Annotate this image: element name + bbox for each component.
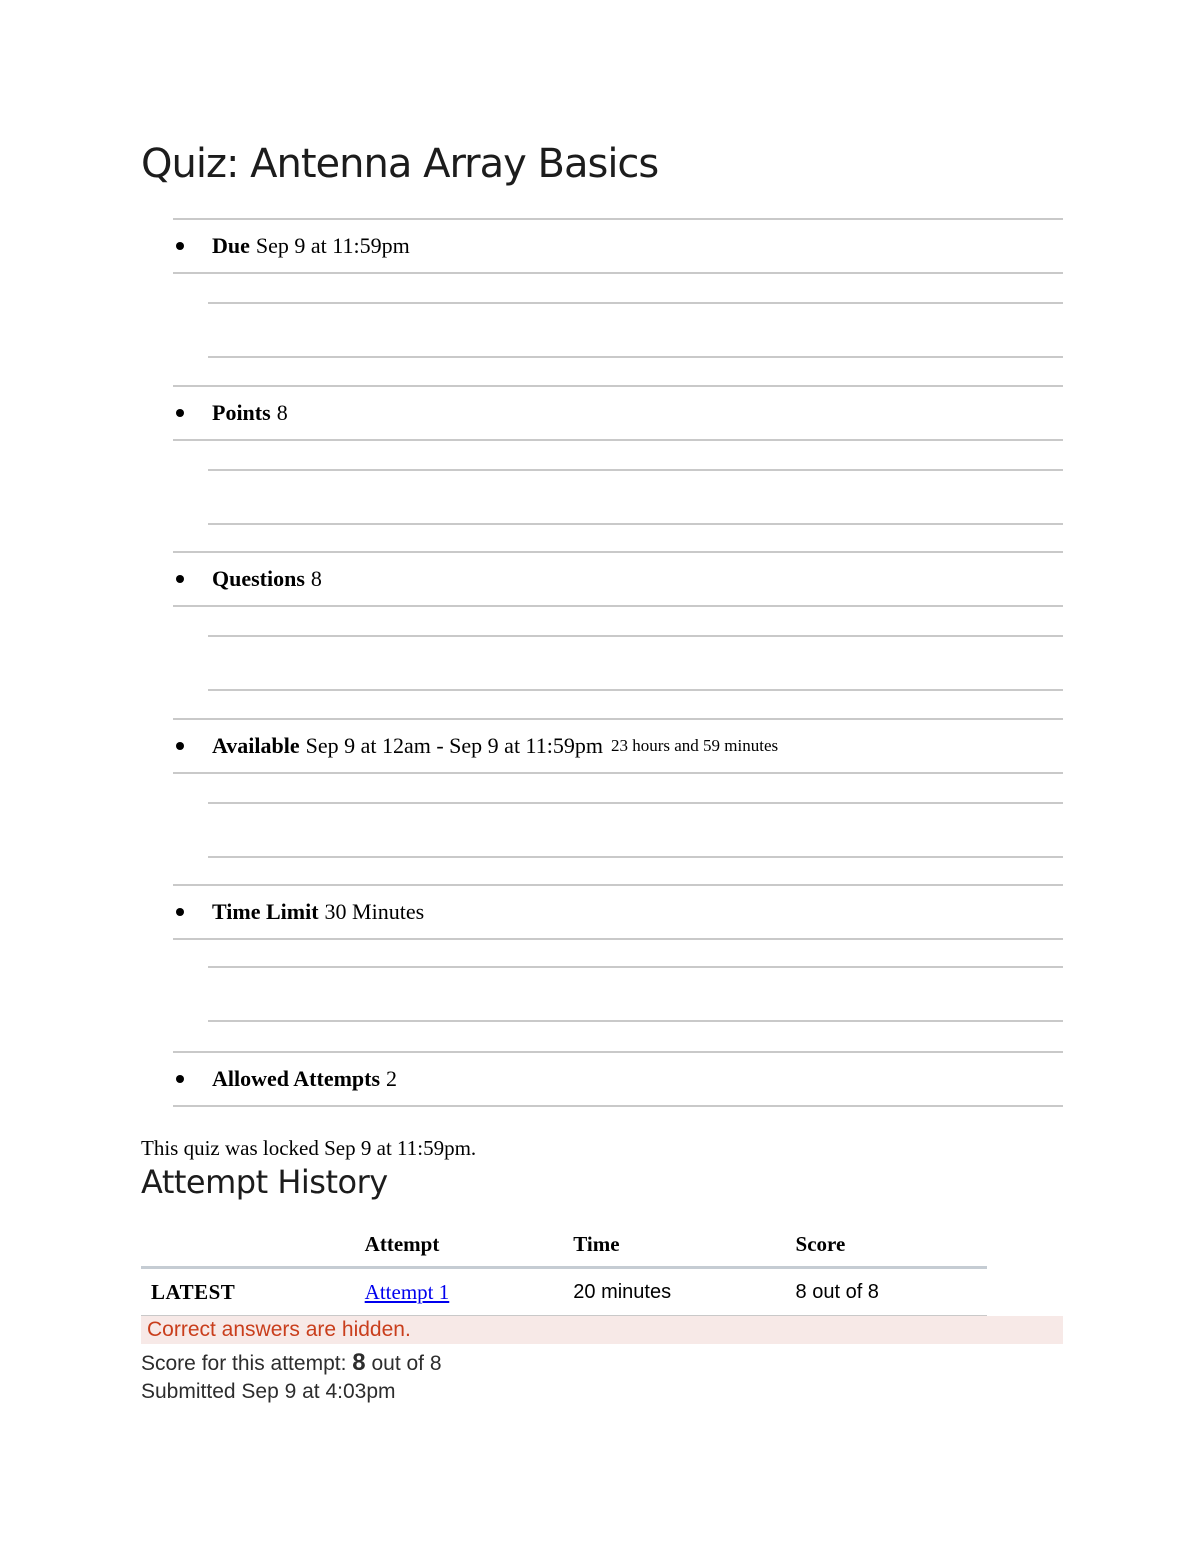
column-header-score: Score xyxy=(796,1222,987,1268)
detail-time-limit xyxy=(173,884,1063,1051)
bullet-icon xyxy=(176,575,184,583)
attempt-time: 20 minutes xyxy=(573,1268,795,1316)
attempt-history-heading: Attempt History xyxy=(141,1163,388,1201)
detail-value: 30 Minutes xyxy=(324,899,425,924)
detail-label: Allowed Attempts xyxy=(212,1065,381,1091)
detail-label: Available xyxy=(212,732,300,758)
score-value: 8 xyxy=(352,1349,366,1376)
bullet-icon xyxy=(176,908,184,916)
detail-points xyxy=(173,385,1063,552)
column-header-attempt: Attempt xyxy=(365,1222,574,1268)
detail-value: Sep 9 at 11:59pm xyxy=(255,233,410,258)
attempt-link[interactable]: Attempt 1 xyxy=(364,1279,450,1304)
page-title: Quiz: Antenna Array Basics xyxy=(141,141,659,187)
divider xyxy=(208,689,1063,691)
detail-label: Due xyxy=(212,233,250,258)
divider xyxy=(173,439,1063,441)
locked-notice: This quiz was locked Sep 9 at 11:59pm. xyxy=(141,1136,477,1160)
detail-questions xyxy=(173,551,1063,718)
score-suffix: out of 8 xyxy=(371,1352,442,1375)
detail-duration: 23 hours and 59 minutes xyxy=(610,735,779,755)
divider xyxy=(208,1020,1063,1022)
attempt-score-summary xyxy=(141,1349,442,1377)
divider xyxy=(208,802,1063,804)
divider xyxy=(173,772,1063,774)
divider xyxy=(208,856,1063,858)
attempt-score: 8 out of 8 xyxy=(796,1268,987,1316)
attempt-status: LATEST xyxy=(141,1268,365,1316)
divider xyxy=(173,938,1063,940)
divider xyxy=(173,272,1063,274)
detail-label: Questions xyxy=(212,566,305,591)
bullet-icon xyxy=(176,742,184,750)
attempt-history-table xyxy=(141,1222,987,1316)
table-header-row xyxy=(141,1222,987,1268)
divider xyxy=(208,523,1063,525)
divider xyxy=(208,356,1063,358)
bullet-icon xyxy=(176,409,184,417)
detail-value: 2 xyxy=(386,1065,398,1091)
divider xyxy=(173,1105,1063,1107)
detail-value: 8 xyxy=(310,566,322,591)
column-header-status xyxy=(141,1222,365,1268)
table-row xyxy=(141,1268,987,1316)
detail-due xyxy=(173,218,1063,385)
bullet-icon xyxy=(176,242,184,250)
column-header-time: Time xyxy=(573,1222,795,1268)
detail-value: Sep 9 at 12am - Sep 9 at 11:59pm xyxy=(305,732,603,758)
divider xyxy=(208,635,1063,637)
quiz-details-list xyxy=(173,218,1063,1107)
divider xyxy=(208,966,1063,968)
detail-allowed-attempts xyxy=(173,1051,1063,1107)
divider xyxy=(173,605,1063,607)
score-prefix: Score for this attempt: xyxy=(141,1352,347,1375)
detail-available xyxy=(173,718,1063,885)
detail-label: Time Limit xyxy=(212,899,319,924)
divider xyxy=(208,469,1063,471)
bullet-icon xyxy=(176,1075,184,1083)
detail-value: 8 xyxy=(276,399,288,425)
detail-label: Points xyxy=(212,399,271,425)
divider xyxy=(208,302,1063,304)
submitted-timestamp: Submitted Sep 9 at 4:03pm xyxy=(141,1380,396,1403)
answers-hidden-notice: Correct answers are hidden. xyxy=(141,1316,1063,1344)
